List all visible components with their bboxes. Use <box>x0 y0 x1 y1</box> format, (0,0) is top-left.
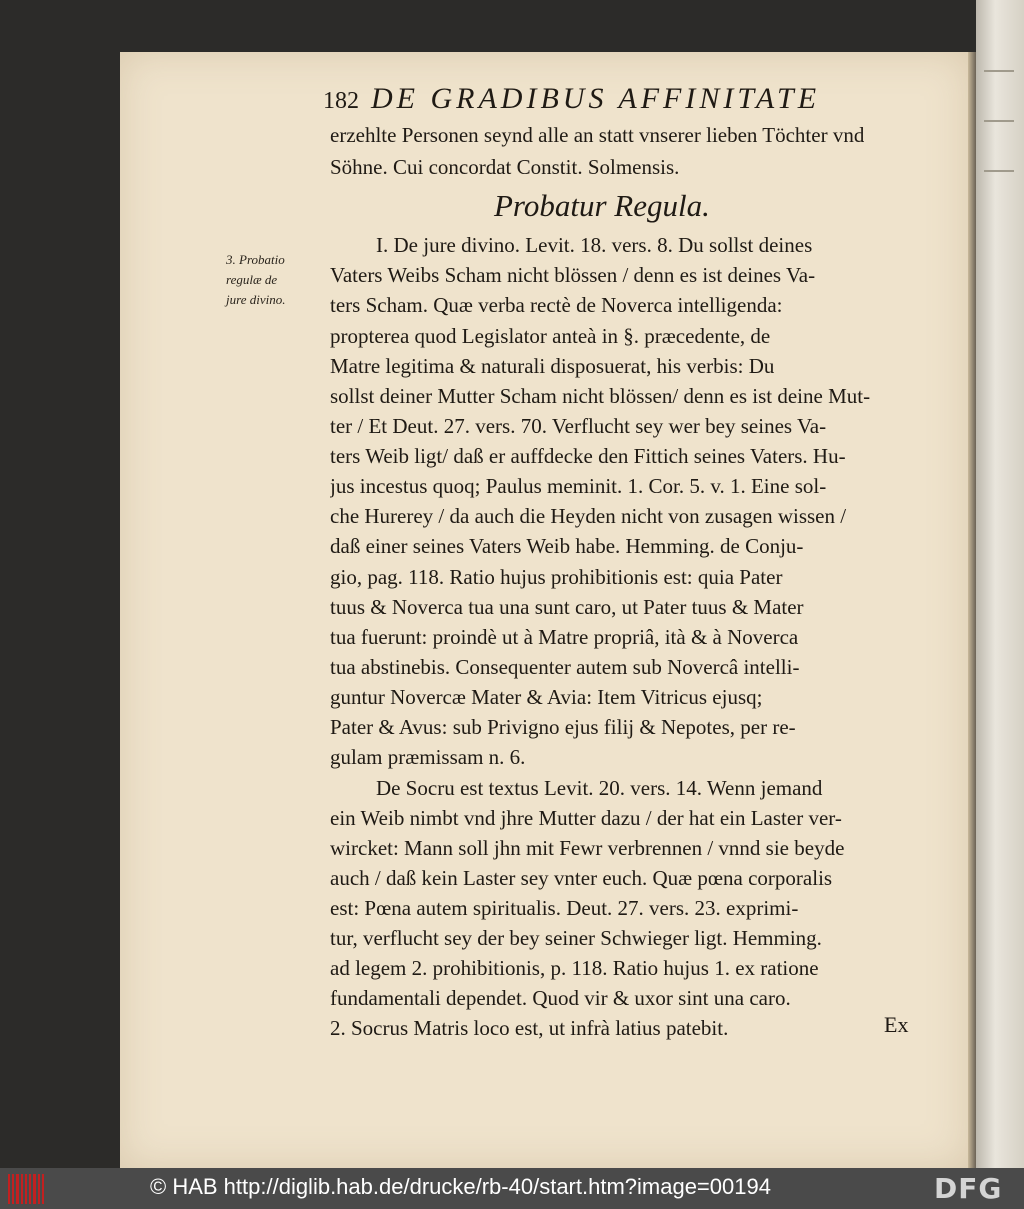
text-line: Söhne. Cui concordat Constit. Solmensis. <box>330 155 680 179</box>
text-line: sollst deiner Mutter Scham nicht blössen/ denn es ist deine Mut- <box>330 384 871 408</box>
text-line: daß einer seines Vaters Weib habe. Hemming. de Conju- <box>330 534 804 558</box>
text-line: ters Scham. Quæ verba rectè de Noverca intelligenda: <box>330 293 783 317</box>
text-line: Vaters Weibs Scham nicht blössen / denn es ist deines Va- <box>330 263 816 287</box>
text-line: jus incestus quoq; Paulus meminit. 1. Cor. 5. v. 1. Eine sol- <box>330 474 827 498</box>
text-line: tua fuerunt: proindè ut à Matre propriâ, ità & à Noverca <box>330 625 799 649</box>
text-line: Pater & Avus: sub Privigno ejus filij & Nepotes, per re- <box>330 715 796 739</box>
text-line: est: Pœna autem spiritualis. Deut. 27. vers. 23. exprimi- <box>330 896 799 920</box>
text-line: ters Weib ligt/ daß er auffdecke den Fittich seines Vaters. Hu- <box>330 444 846 468</box>
text-line: ein Weib nimbt vnd jhre Mutter dazu / der hat ein Laster ver- <box>330 806 842 830</box>
viewer-footer <box>0 1168 1024 1209</box>
running-header <box>323 82 883 116</box>
text-line: erzehlte Personen seynd alle an statt vnserer lieben Töchter vnd <box>330 123 865 147</box>
section-heading: Probatur Regula. <box>494 188 710 223</box>
text-line: ter / Et Deut. 27. vers. 70. Verflucht sey wer bey seines Va- <box>330 414 827 438</box>
hab-logo-icon <box>8 1174 44 1204</box>
catchword: Ex <box>884 1012 909 1037</box>
margin-note-line: jure divino. <box>226 292 286 307</box>
page-number: 182 <box>323 88 359 114</box>
text-line: gio, pag. 118. Ratio hujus prohibitionis est: quia Pater <box>330 565 783 589</box>
copyright-url: © HAB http://diglib.hab.de/drucke/rb-40/start.htm?image=00194 <box>150 1174 771 1199</box>
text-line: wircket: Mann soll jhn mit Fewr verbrennen / vnnd sie beyde <box>330 836 845 860</box>
text-line: gulam præmissam n. 6. <box>330 745 526 769</box>
text-line: ad legem 2. prohibitionis, p. 118. Ratio hujus 1. ex ratione <box>330 956 819 980</box>
text-line: 2. Socrus Matris loco est, ut infrà latius patebit. <box>330 1016 729 1040</box>
text-line: De Socru est textus Levit. 20. vers. 14. Wenn jemand <box>376 776 823 800</box>
text-line: che Hurerey / da auch die Heyden nicht von zusagen wissen / <box>330 504 847 528</box>
text-line: tuus & Noverca tua una sunt caro, ut Pater tuus & Mater <box>330 595 804 619</box>
text-line: tur, verflucht sey der bey seiner Schwieger ligt. Hemming. <box>330 926 822 950</box>
text-line: fundamentali dependet. Quod vir & uxor sint una caro. <box>330 986 791 1010</box>
running-head: DE GRADIBUS AFFINITATE <box>371 82 821 115</box>
dfg-logo: DFG <box>934 1172 1003 1205</box>
next-leaf <box>976 0 1024 1168</box>
margin-note-line: 3. Probatio <box>226 252 285 267</box>
text-line: I. De jure divino. Levit. 18. vers. 8. Du sollst deines <box>376 233 813 257</box>
page-edge <box>968 52 976 1168</box>
text-line: Matre legitima & naturali disposuerat, his verbis: Du <box>330 354 775 378</box>
text-line: tua abstinebis. Consequenter autem sub Novercâ intelli- <box>330 655 800 679</box>
text-line: guntur Novercæ Mater & Avia: Item Vitricus ejusq; <box>330 685 763 709</box>
text-line: propterea quod Legislator anteà in §. præcedente, de <box>330 324 771 348</box>
margin-note-line: regulæ de <box>226 272 278 287</box>
text-line: auch / daß kein Laster sey vnter euch. Quæ pœna corporalis <box>330 866 833 890</box>
